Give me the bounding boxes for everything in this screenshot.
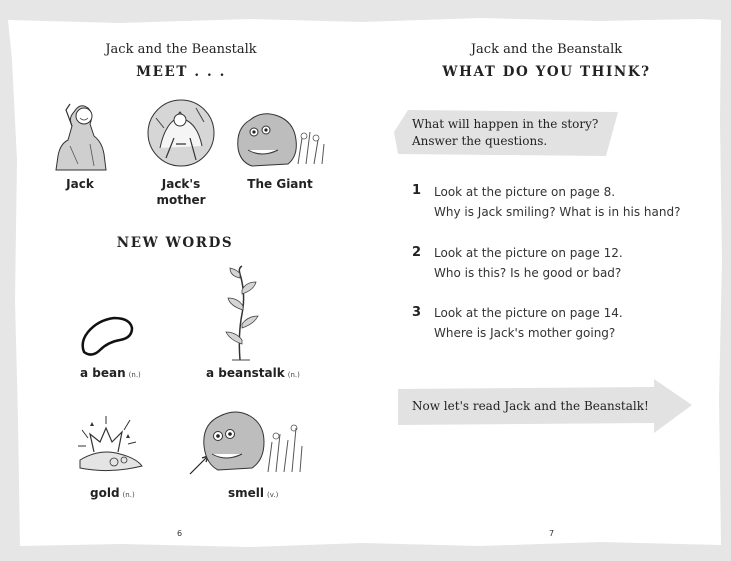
question-1-line-1: Look at the picture on page 8. (434, 185, 616, 199)
question-3-line-1: Look at the picture on page 14. (434, 306, 623, 320)
intro-line-1: What will happen in the story? (412, 117, 599, 131)
question-number-3: 3 (412, 305, 422, 320)
character-label-jacks-mother: Jack's mother (156, 177, 206, 207)
bean-illustration (78, 314, 136, 358)
word-label-gold: gold (n.) (90, 486, 135, 500)
left-page (0, 0, 362, 561)
question-2-line-2: Who is this? Is he good or bad? (434, 266, 622, 280)
character-label-jack: Jack (66, 177, 94, 191)
page-number-right: 7 (549, 529, 555, 538)
question-1-line-2: Why is Jack smiling? What is in his hand? (434, 205, 681, 219)
what-do-you-think-heading: WHAT DO YOU THINK? (442, 64, 651, 80)
word-label-bean: a bean (n.) (80, 366, 141, 380)
question-number-1: 1 (412, 183, 422, 198)
word-label-smell: smell (v.) (228, 486, 279, 500)
question-number-2: 2 (412, 245, 422, 260)
jack-illustration (50, 96, 110, 172)
beanstalk-illustration (218, 264, 266, 362)
new-words-heading: NEW WORDS (116, 235, 234, 251)
word-label-beanstalk: a beanstalk (n.) (206, 366, 300, 380)
question-3-line-2: Where is Jack's mother going? (434, 326, 616, 340)
book-title-right: Jack and the Beanstalk (470, 42, 623, 57)
intro-line-2: Answer the questions. (412, 134, 548, 148)
giant-illustration (232, 108, 328, 170)
gold-illustration (70, 412, 150, 474)
question-2-line-1: Look at the picture on page 12. (434, 246, 623, 260)
character-label-giant: The Giant (247, 177, 313, 191)
page-number-left: 6 (177, 529, 183, 538)
meet-heading: MEET . . . (136, 64, 226, 80)
smell-illustration (184, 406, 306, 478)
book-title: Jack and the Beanstalk (105, 42, 257, 57)
jacks-mother-illustration (146, 98, 216, 168)
right-page (362, 0, 731, 561)
closing-text: Now let's read Jack and the Beanstalk! (412, 399, 649, 413)
